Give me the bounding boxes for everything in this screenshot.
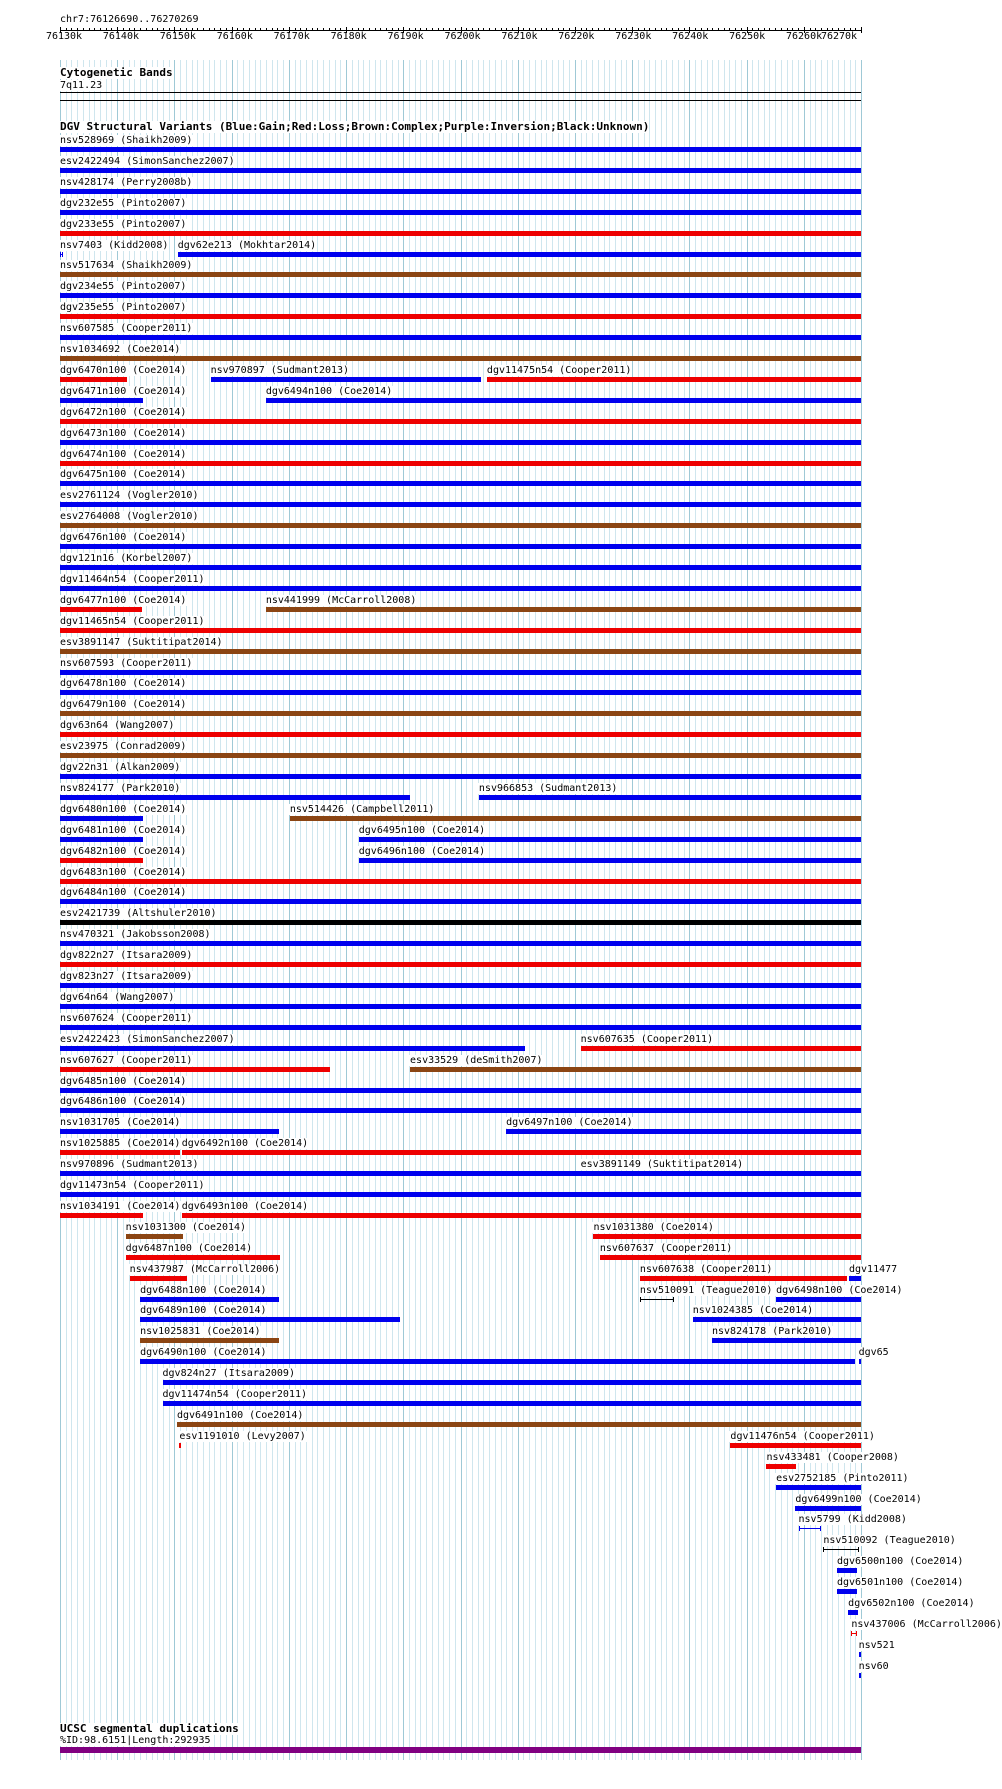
variant-label: dgv11474n54 (Cooper2011)	[162, 1389, 308, 1400]
variant-label: dgv6472n100 (Coe2014)	[60, 407, 187, 418]
variant-label: esv2764008 (Vogler2010)	[60, 511, 199, 522]
variant-feature[interactable]	[182, 1213, 861, 1218]
segdup-track-title: UCSC segmental duplications	[60, 1722, 239, 1735]
variant-feature[interactable]	[60, 502, 861, 507]
variant-feature[interactable]	[581, 1046, 861, 1051]
variant-label: nsv607627 (Cooper2011)	[60, 1055, 193, 1066]
variant-label: esv3891147 (Suktitipat2014)	[60, 637, 223, 648]
variant-feature[interactable]	[60, 523, 861, 528]
variant-label: esv1191010 (Levy2007)	[179, 1431, 306, 1442]
variant-label: nsv970896 (Sudmant2013)	[60, 1159, 199, 1170]
variant-label: dgv6470n100 (Coe2014)	[60, 365, 187, 376]
variant-label: dgv6495n100 (Coe2014)	[358, 825, 486, 836]
variant-label: dgv62e213 (Mokhtar2014)	[177, 240, 317, 251]
variant-label: nsv510092 (Teague2010)	[823, 1535, 956, 1546]
variant-feature-cap	[856, 1631, 857, 1636]
variant-feature[interactable]	[693, 1317, 861, 1322]
variant-feature[interactable]	[140, 1317, 400, 1322]
variant-label: dgv6471n100 (Coe2014)	[60, 386, 187, 397]
variant-feature-cap	[640, 1297, 641, 1302]
variant-feature[interactable]	[60, 314, 861, 319]
variant-label: nsv607635 (Cooper2011)	[580, 1034, 714, 1045]
variant-feature[interactable]	[266, 398, 861, 403]
variant-feature[interactable]	[795, 1506, 861, 1511]
variant-label: nsv514426 (Campbell2011)	[289, 804, 435, 815]
variant-label: dgv11477	[848, 1264, 898, 1275]
variant-label: dgv6497n100 (Coe2014)	[506, 1117, 633, 1128]
variant-feature[interactable]	[266, 607, 861, 612]
variant-feature[interactable]	[60, 1192, 861, 1197]
variant-label: dgv822n27 (Itsara2009)	[60, 950, 193, 961]
ruler-tick-label: 76260k	[786, 31, 823, 42]
variant-feature-cap	[60, 252, 61, 257]
variant-feature[interactable]	[60, 481, 861, 486]
ruler-tick-label: 76200k	[444, 31, 481, 42]
variant-feature[interactable]	[410, 1067, 861, 1072]
variant-label: nsv521	[858, 1640, 895, 1651]
variant-label: nsv437987 (McCarroll2006)	[129, 1264, 281, 1275]
variant-label: dgv6502n100 (Coe2014)	[848, 1598, 975, 1609]
variant-label: dgv6477n100 (Coe2014)	[60, 595, 187, 606]
variant-feature[interactable]	[776, 1297, 861, 1302]
variant-label: dgv6478n100 (Coe2014)	[60, 678, 187, 689]
variant-feature[interactable]	[60, 837, 143, 842]
variant-feature[interactable]	[859, 1652, 861, 1657]
variant-feature[interactable]	[163, 1380, 861, 1385]
variant-feature[interactable]	[823, 1549, 859, 1550]
ruler-tick-label: 76160k	[216, 31, 253, 42]
variant-feature[interactable]	[60, 607, 142, 612]
variant-feature-cap	[858, 1547, 859, 1552]
variant-label: dgv11473n54 (Cooper2011)	[60, 1180, 205, 1191]
variant-label: dgv6487n100 (Coe2014)	[125, 1243, 253, 1254]
variant-label: dgv234e55 (Pinto2007)	[60, 281, 187, 292]
variant-label: nsv441999 (McCarroll2008)	[265, 595, 417, 606]
variant-feature[interactable]	[593, 1234, 861, 1239]
variant-feature-cap	[820, 1526, 821, 1531]
variant-feature-cap	[62, 252, 63, 257]
variant-label: esv3891149 (Suktitipat2014)	[580, 1159, 744, 1170]
variant-feature[interactable]	[60, 440, 861, 445]
variant-feature[interactable]	[60, 147, 861, 152]
variant-feature[interactable]	[712, 1338, 861, 1343]
variant-label: esv2422423 (SimonSanchez2007)	[60, 1034, 235, 1045]
variant-label: nsv824177 (Park2010)	[60, 783, 181, 794]
variant-label: dgv6473n100 (Coe2014)	[60, 428, 187, 439]
ruler-tick-label: 76210k	[501, 31, 538, 42]
variant-label: dgv235e55 (Pinto2007)	[60, 302, 187, 313]
variant-feature[interactable]	[140, 1359, 855, 1364]
variant-feature[interactable]	[60, 189, 861, 194]
variant-feature[interactable]	[60, 544, 861, 549]
variant-feature[interactable]	[60, 398, 143, 403]
variant-feature[interactable]	[848, 1610, 858, 1615]
variant-label: dgv6500n100 (Coe2014)	[836, 1556, 964, 1567]
variant-label: dgv233e55 (Pinto2007)	[60, 219, 187, 230]
variant-label: esv33529 (deSmith2007)	[410, 1055, 543, 1066]
cytoband-bar	[60, 92, 861, 93]
variant-label: nsv607637 (Cooper2011)	[599, 1243, 733, 1254]
variant-label: esv2421739 (Altshuler2010)	[60, 908, 217, 919]
variant-feature[interactable]	[60, 1171, 597, 1176]
segdup-feature[interactable]	[60, 1747, 861, 1753]
variant-feature[interactable]	[60, 1088, 861, 1093]
variant-feature[interactable]	[60, 168, 861, 173]
variant-label: nsv1024385 (Coe2014)	[692, 1305, 814, 1316]
variant-feature[interactable]	[60, 1025, 861, 1030]
variant-feature[interactable]	[60, 983, 861, 988]
variant-feature[interactable]	[60, 377, 127, 382]
variant-label: esv2761124 (Vogler2010)	[60, 490, 199, 501]
variant-feature-cap	[799, 1526, 800, 1531]
variant-feature[interactable]	[60, 899, 861, 904]
ruler-tick-label: 76180k	[330, 31, 367, 42]
variant-feature[interactable]	[359, 858, 861, 863]
variant-label: dgv6476n100 (Coe2014)	[60, 532, 187, 543]
variant-label: nsv966853 (Sudmant2013)	[478, 783, 618, 794]
variant-feature[interactable]	[126, 1255, 280, 1260]
variant-label: dgv6501n100 (Coe2014)	[836, 1577, 964, 1588]
cytoband-title: Cytogenetic Bands	[60, 66, 173, 79]
variant-feature[interactable]	[730, 1443, 861, 1448]
variant-label: dgv121n16 (Korbel2007)	[60, 553, 193, 564]
ruler-tick-label: 76250k	[729, 31, 766, 42]
variant-label: dgv6490n100 (Coe2014)	[140, 1347, 267, 1358]
variant-label: dgv6492n100 (Coe2014)	[181, 1138, 309, 1149]
variant-feature[interactable]	[60, 586, 861, 591]
variant-label: esv2422494 (SimonSanchez2007)	[60, 156, 235, 167]
variant-label: dgv823n27 (Itsara2009)	[60, 971, 193, 982]
variant-label: nsv470321 (Jakobsson2008)	[60, 929, 211, 940]
variant-label: dgv6482n100 (Coe2014)	[60, 846, 187, 857]
variant-feature[interactable]	[130, 1276, 187, 1281]
variant-feature[interactable]	[859, 1359, 861, 1364]
ruler-tick-label: 76220k	[558, 31, 595, 42]
variant-label: dgv6494n100 (Coe2014)	[265, 386, 393, 397]
variant-feature[interactable]	[60, 941, 861, 946]
variant-label: esv23975 (Conrad2009)	[60, 741, 187, 752]
variant-feature[interactable]	[60, 1108, 861, 1113]
variant-label: dgv6481n100 (Coe2014)	[60, 825, 187, 836]
variant-label: dgv6474n100 (Coe2014)	[60, 449, 187, 460]
variant-label: nsv1031300 (Coe2014)	[125, 1222, 247, 1233]
variant-feature[interactable]	[290, 816, 861, 821]
variant-label: dgv6489n100 (Coe2014)	[140, 1305, 267, 1316]
variant-label: dgv65	[858, 1347, 889, 1358]
variant-label: nsv7403 (Kidd2008)	[60, 240, 169, 251]
variant-label: nsv1031705 (Coe2014)	[60, 1117, 181, 1128]
variant-feature[interactable]	[60, 649, 861, 654]
variant-label: dgv11464n54 (Cooper2011)	[60, 574, 205, 585]
variant-feature[interactable]	[506, 1129, 861, 1134]
variant-label: nsv528969 (Shaikh2009)	[60, 135, 193, 146]
variant-label: dgv22n31 (Alkan2009)	[60, 762, 181, 773]
variant-label: esv2752185 (Pinto2011)	[776, 1473, 909, 1484]
variant-label: dgv6483n100 (Coe2014)	[60, 867, 187, 878]
variant-label: nsv437006 (McCarroll2006)	[851, 1619, 1002, 1630]
variant-feature[interactable]	[60, 272, 861, 277]
variant-feature[interactable]	[60, 774, 861, 779]
variant-label: dgv6475n100 (Coe2014)	[60, 469, 187, 480]
variant-feature[interactable]	[60, 335, 861, 340]
ruler-tick-label: 76230k	[615, 31, 652, 42]
variant-feature[interactable]	[60, 1150, 180, 1155]
variant-label: nsv607585 (Cooper2011)	[60, 323, 193, 334]
variant-feature[interactable]	[359, 837, 861, 842]
variant-feature[interactable]	[859, 1673, 861, 1678]
variant-feature[interactable]	[60, 732, 861, 737]
variant-label: dgv6493n100 (Coe2014)	[181, 1201, 309, 1212]
variant-label: dgv6496n100 (Coe2014)	[358, 846, 486, 857]
variant-feature[interactable]	[849, 1276, 861, 1281]
variant-label: nsv607593 (Cooper2011)	[60, 658, 193, 669]
variant-feature[interactable]	[837, 1568, 857, 1573]
variant-feature[interactable]	[60, 628, 861, 633]
variant-label: dgv6486n100 (Coe2014)	[60, 1096, 187, 1107]
variant-label: dgv11475n54 (Cooper2011)	[486, 365, 632, 376]
variant-feature[interactable]	[140, 1338, 279, 1343]
cytoband-name: 7q11.23	[60, 80, 103, 91]
variant-label: nsv1025831 (Coe2014)	[140, 1326, 261, 1337]
variant-label: nsv433481 (Cooper2008)	[766, 1452, 899, 1463]
variant-label: dgv11465n54 (Cooper2011)	[60, 616, 205, 627]
variant-feature[interactable]	[182, 1150, 861, 1155]
variant-label: nsv428174 (Perry2008b)	[60, 177, 193, 188]
variant-label: nsv60	[858, 1661, 889, 1672]
variant-feature[interactable]	[60, 461, 861, 466]
segdup-label: %ID:98.6151|Length:292935	[60, 1735, 211, 1746]
variant-feature[interactable]	[600, 1255, 861, 1260]
variant-feature[interactable]	[60, 1004, 861, 1009]
variant-feature[interactable]	[60, 1046, 525, 1051]
variant-label: nsv607638 (Cooper2011)	[639, 1264, 773, 1275]
variant-feature[interactable]	[177, 1422, 861, 1427]
variant-feature[interactable]	[640, 1299, 674, 1300]
ruler-tick-label: 76190k	[387, 31, 424, 42]
variant-feature[interactable]	[60, 795, 410, 800]
variant-feature[interactable]	[60, 920, 861, 925]
variant-feature[interactable]	[60, 670, 861, 675]
variant-feature[interactable]	[60, 231, 861, 236]
variant-feature[interactable]	[60, 210, 861, 215]
variant-feature-cap	[851, 1631, 852, 1636]
variant-label: dgv63n64 (Wang2007)	[60, 720, 175, 731]
variant-feature[interactable]	[776, 1485, 861, 1490]
variant-label: dgv6485n100 (Coe2014)	[60, 1076, 187, 1087]
track-separator	[60, 100, 861, 101]
variant-label: dgv6491n100 (Coe2014)	[176, 1410, 304, 1421]
variant-feature[interactable]	[60, 1067, 330, 1072]
ruler-tick-label: 76150k	[159, 31, 196, 42]
variant-label: dgv6499n100 (Coe2014)	[795, 1494, 922, 1505]
ruler-tick-label: 76170k	[273, 31, 310, 42]
variant-feature[interactable]	[211, 377, 481, 382]
variant-label: nsv970897 (Sudmant2013)	[210, 365, 350, 376]
variant-feature[interactable]	[60, 690, 861, 695]
variant-feature[interactable]	[487, 377, 861, 382]
variant-feature[interactable]	[60, 858, 143, 863]
variant-feature[interactable]	[640, 1276, 847, 1281]
variant-label: dgv64n64 (Wang2007)	[60, 992, 175, 1003]
region-label: chr7:76126690..76270269	[60, 14, 199, 25]
variant-label: dgv824n27 (Itsara2009)	[162, 1368, 295, 1379]
ruler-tick-label: 76140k	[102, 31, 139, 42]
variant-label: dgv6498n100 (Coe2014)	[776, 1285, 903, 1296]
variant-feature[interactable]	[60, 816, 143, 821]
variant-label: dgv6484n100 (Coe2014)	[60, 887, 187, 898]
variant-feature[interactable]	[60, 419, 861, 424]
variant-feature[interactable]	[60, 879, 861, 884]
ruler-tick-label: 76130k	[45, 31, 83, 42]
variant-label: nsv1031380 (Coe2014)	[593, 1222, 714, 1233]
variant-feature[interactable]	[479, 795, 861, 800]
variant-label: dgv232e55 (Pinto2007)	[60, 198, 187, 209]
variant-feature-cap	[673, 1297, 674, 1302]
variant-feature[interactable]	[837, 1589, 857, 1594]
variant-label: nsv510091 (Teague2010)	[639, 1285, 773, 1296]
variant-feature[interactable]	[126, 1234, 183, 1239]
variant-label: dgv6488n100 (Coe2014)	[140, 1285, 267, 1296]
variant-label: dgv11476n54 (Cooper2011)	[730, 1431, 875, 1442]
variant-feature[interactable]	[60, 711, 861, 716]
variant-feature[interactable]	[60, 565, 861, 570]
variant-feature[interactable]	[140, 1297, 279, 1302]
variant-feature-cap	[823, 1547, 824, 1552]
variant-feature[interactable]	[163, 1401, 861, 1406]
variant-label: nsv1034191 (Coe2014)	[60, 1201, 181, 1212]
variant-feature[interactable]	[799, 1528, 821, 1529]
dgv-track-title: DGV Structural Variants (Blue:Gain;Red:Loss;Brown:Complex;Purple:Inversion;Black:Unknown)	[60, 120, 650, 133]
variant-feature[interactable]	[766, 1464, 796, 1469]
ruler-tick-label: 76240k	[672, 31, 709, 42]
variant-feature[interactable]	[60, 1213, 143, 1218]
variant-label: nsv1034692 (Coe2014)	[60, 344, 181, 355]
variant-label: nsv5799 (Kidd2008)	[798, 1514, 907, 1525]
variant-label: nsv824178 (Park2010)	[712, 1326, 833, 1337]
variant-label: nsv1025885 (Coe2014)	[60, 1138, 181, 1149]
ruler-tick-label: 76270k	[820, 31, 858, 42]
variant-feature[interactable]	[179, 1443, 181, 1448]
variant-label: nsv517634 (Shaikh2009)	[60, 260, 193, 271]
variant-label: nsv607624 (Cooper2011)	[60, 1013, 193, 1024]
variant-label: dgv6480n100 (Coe2014)	[60, 804, 187, 815]
variant-feature[interactable]	[60, 293, 861, 298]
variant-feature[interactable]	[60, 356, 861, 361]
variant-label: dgv6479n100 (Coe2014)	[60, 699, 187, 710]
variant-feature[interactable]	[60, 1129, 279, 1134]
variant-feature[interactable]	[60, 962, 861, 967]
variant-feature[interactable]	[60, 753, 861, 758]
variant-feature[interactable]	[581, 1171, 861, 1176]
variant-feature[interactable]	[178, 252, 861, 257]
